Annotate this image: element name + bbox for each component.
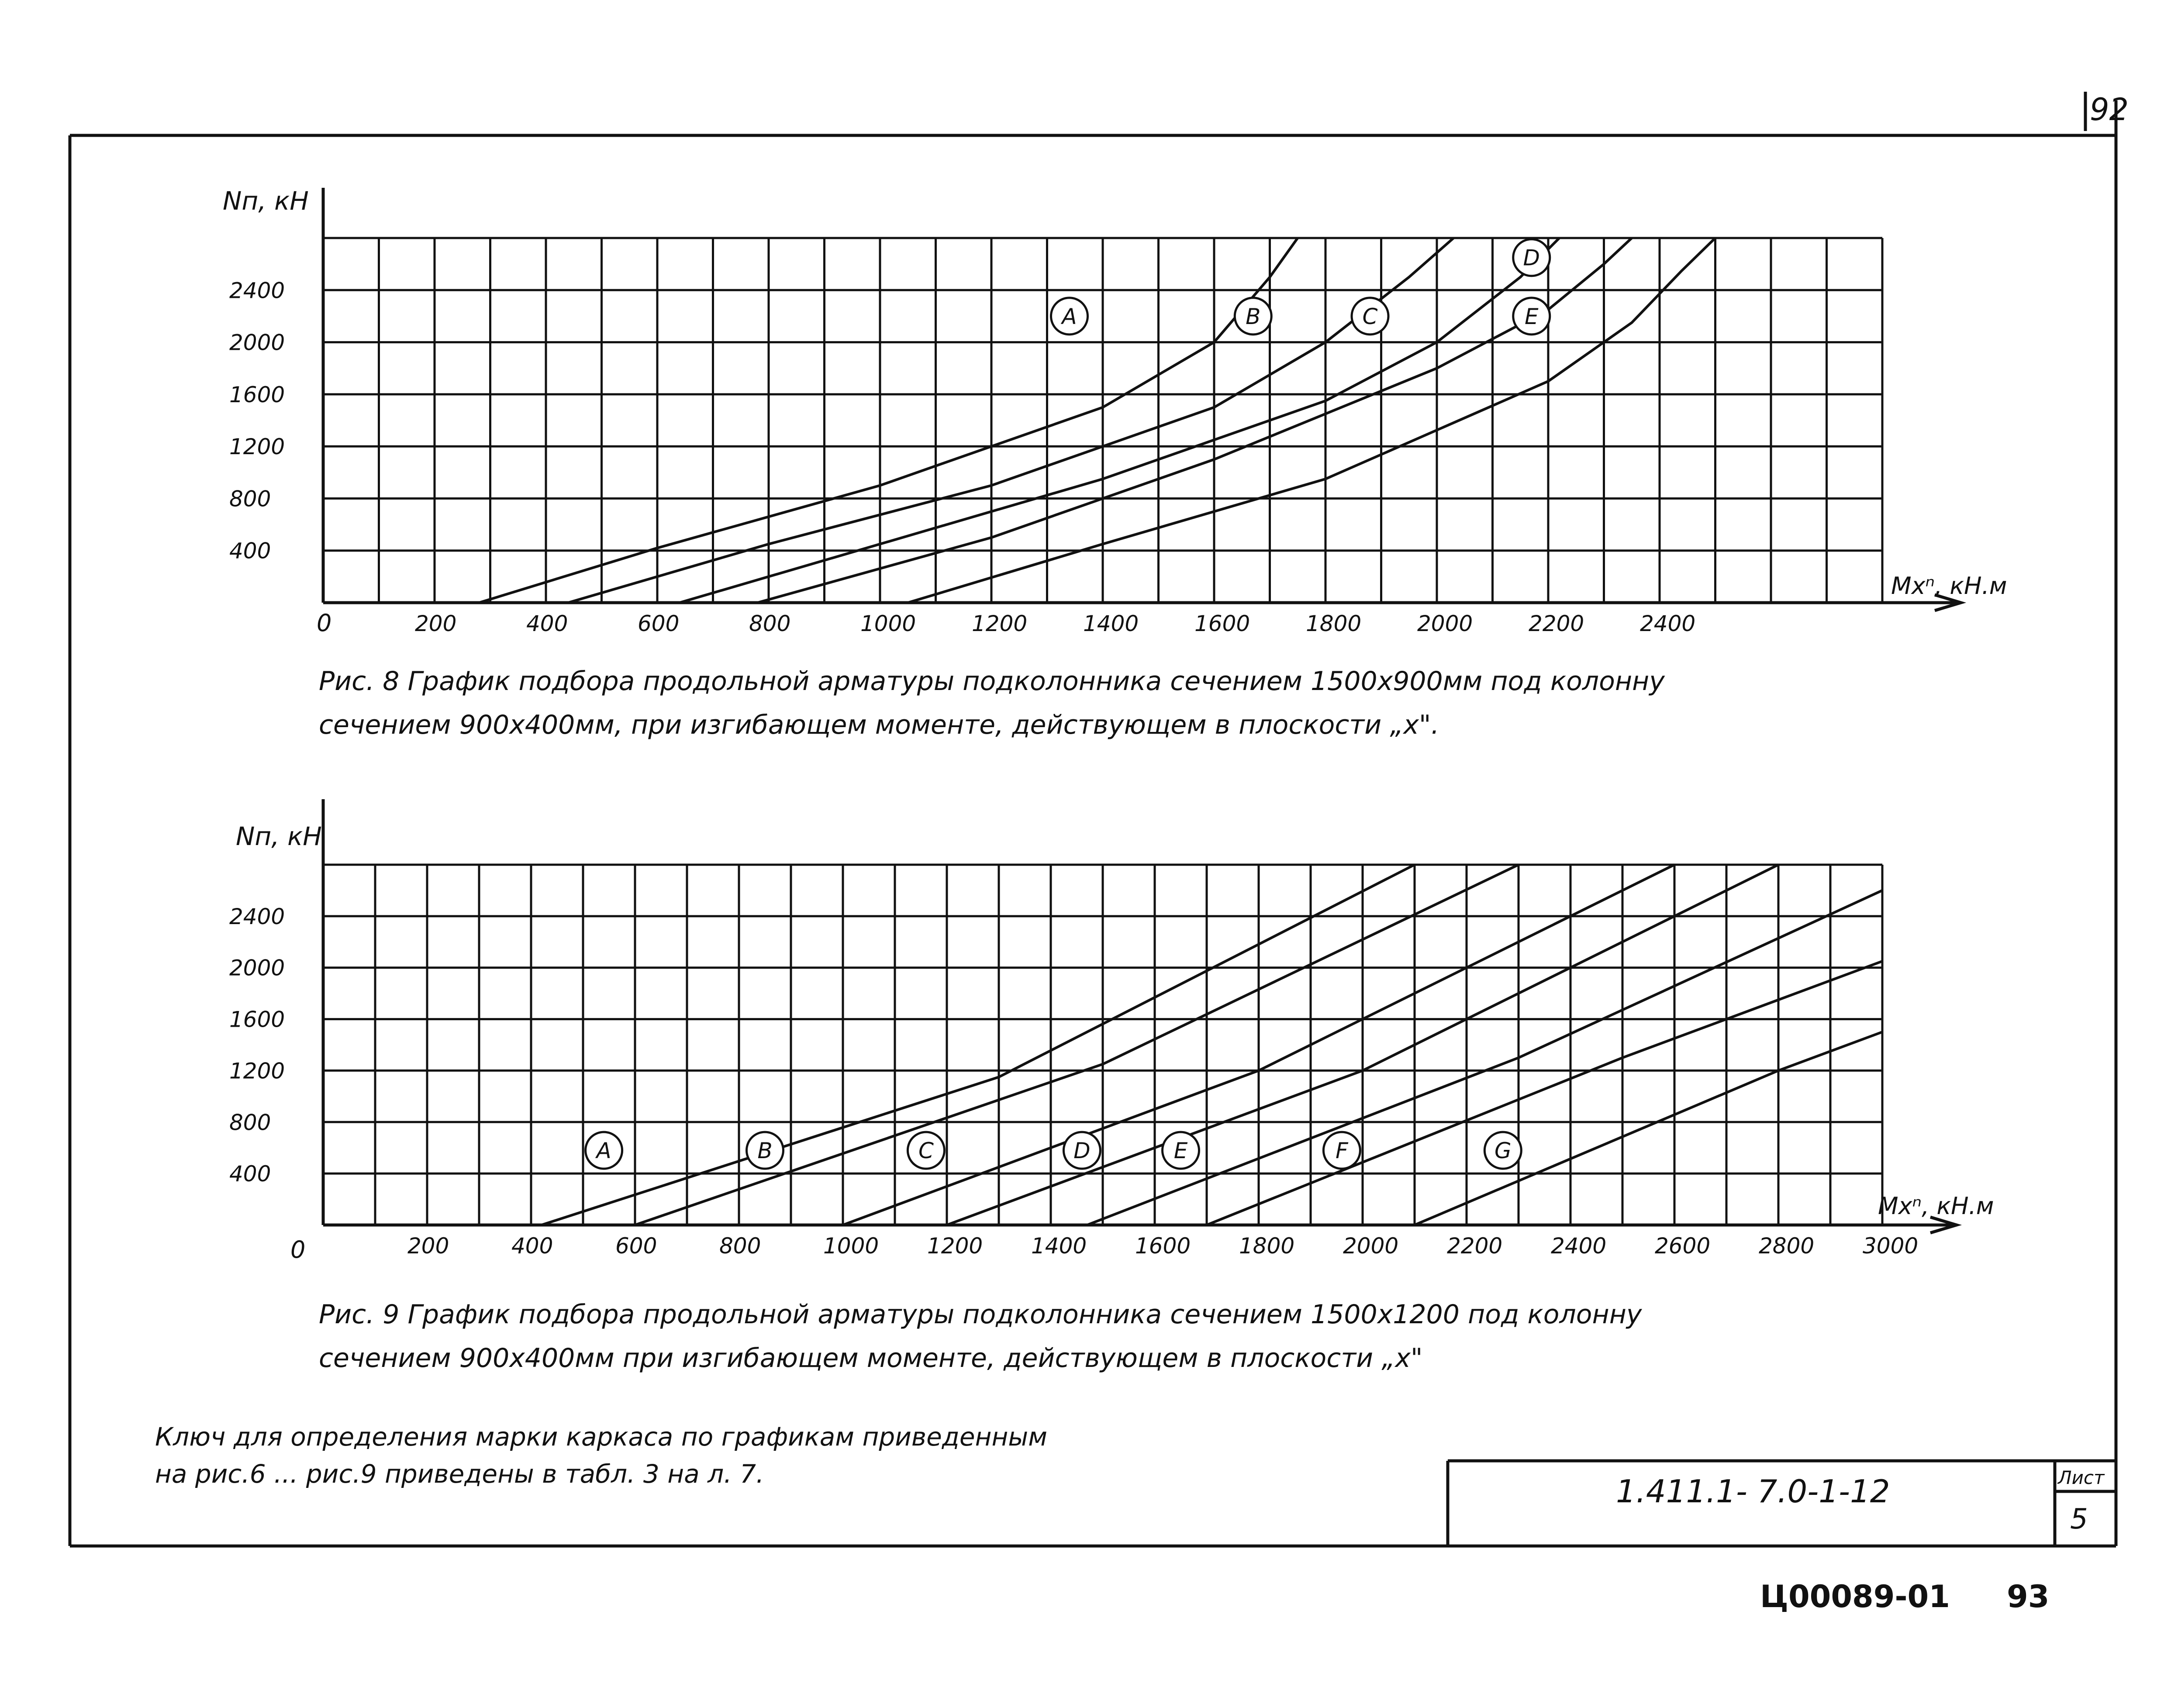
chart-2-x-tick-label: 1200 xyxy=(927,1233,983,1259)
chart-2-series-F xyxy=(1207,961,1882,1225)
chart-2-series-label-F: F xyxy=(1336,1138,1348,1164)
chart-1-series-label-В: В xyxy=(1246,304,1261,329)
sheet-list-number: 5 xyxy=(2070,1503,2088,1535)
chart-2-x-tick-label: 1000 xyxy=(823,1233,879,1259)
chart-2-series-В xyxy=(635,865,1519,1225)
chart-1-series-label-С: С xyxy=(1362,304,1378,329)
chart-1-x-tick-label: 1000 xyxy=(860,611,916,636)
chart-2-x-tick-label: 400 xyxy=(511,1233,553,1259)
chart-2-series-label-А: А xyxy=(596,1138,611,1164)
chart-2-y-tick-label: 2000 xyxy=(229,955,285,981)
chart-2-y-tick-label: 400 xyxy=(229,1161,271,1187)
page-number: 93 xyxy=(2007,1579,2050,1615)
chart-1-x-tick-label: 200 xyxy=(415,611,457,636)
chart-1-curves xyxy=(479,238,1715,603)
chart-1-caption-line-2: сечением 900х400мм, при изгибающем моменте, действующем в плоскости „х". xyxy=(319,710,1439,740)
chart-2-grid xyxy=(323,799,1957,1233)
chart-1-x-axis-label: Mxⁿ, кН.м xyxy=(1891,572,2007,600)
chart-2-x-tick-label: 1800 xyxy=(1239,1233,1295,1259)
chart-1-y-axis-label: Nп, кН xyxy=(223,186,309,216)
chart-2-y-axis-label: Nп, кН xyxy=(236,821,322,851)
chart-1-series-В xyxy=(568,238,1453,603)
chart-1-x-tick-label: 2400 xyxy=(1640,611,1696,636)
chart-1-origin-label: 0 xyxy=(317,609,332,637)
chart-2-caption-line-1: Рис. 9 График подбора продольной арматуры подколонника сечением 1500х1200 под колонну xyxy=(319,1299,1642,1330)
chart-1-x-tick-label: 800 xyxy=(749,611,791,636)
chart-1-y-tick-label: 1200 xyxy=(229,434,285,460)
chart-2-x-tick-label: 1600 xyxy=(1135,1233,1191,1259)
chart-2-y-tick-label: 1600 xyxy=(229,1007,285,1032)
chart-1-grid xyxy=(323,188,1961,611)
chart-2-x-tick-label: 800 xyxy=(719,1233,761,1259)
chart-2-x-tick-label: 2600 xyxy=(1655,1233,1711,1259)
chart-2-x-tick-label: 2200 xyxy=(1447,1233,1503,1259)
chart-2-x-tick-label: 2800 xyxy=(1759,1233,1815,1259)
chart-2-y-tick-label: 800 xyxy=(229,1110,271,1135)
chart-2-y-tick-label: 2400 xyxy=(229,904,285,929)
corner-page-number: 92 xyxy=(2090,92,2129,128)
chart-1-series-label-Е: Е xyxy=(1524,304,1539,329)
chart-1-series-label-D: D xyxy=(1523,245,1540,271)
chart-1-y-tick-label: 800 xyxy=(229,486,271,512)
chart-2-series-label-G: G xyxy=(1494,1138,1512,1164)
chart-1-x-tick-label: 1400 xyxy=(1083,611,1139,636)
chart-2-series-label-В: В xyxy=(757,1138,773,1164)
chart-figure-8 xyxy=(223,186,2007,740)
chart-1-x-tick-label: 600 xyxy=(638,611,680,636)
chart-1-x-tick-label: 2200 xyxy=(1529,611,1584,636)
chart-1-caption-line-1: Рис. 8 График подбора продольной арматуры подколонника сечением 1500х900мм под колонну xyxy=(319,666,1665,697)
chart-1-y-tick-label: 2000 xyxy=(229,330,285,355)
chart-1-series-label-А: А xyxy=(1062,304,1077,329)
chart-1-y-tick-label: 1600 xyxy=(229,382,285,407)
chart-2-x-tick-label: 200 xyxy=(407,1233,449,1259)
chart-2-curves xyxy=(542,865,1882,1225)
chart-1-y-tick-label: 400 xyxy=(229,538,271,564)
chart-2-x-tick-label: 2000 xyxy=(1343,1233,1399,1259)
chart-2-series-label-С: С xyxy=(918,1138,934,1164)
chart-1-x-tick-label: 1600 xyxy=(1194,611,1250,636)
chart-1-series-С xyxy=(680,238,1560,603)
chart-2-x-tick-label: 600 xyxy=(615,1233,657,1259)
key-note-line-2: на рис.6 ... рис.9 приведены в табл. 3 на л. 7. xyxy=(155,1459,764,1489)
title-block xyxy=(1448,1461,2116,1546)
sheet-list-label: Лист xyxy=(2058,1467,2105,1488)
chart-1-x-tick-label: 1200 xyxy=(972,611,1028,636)
chart-1-x-tick-label: 2000 xyxy=(1417,611,1473,636)
chart-1-x-tick-label: 400 xyxy=(526,611,568,636)
chart-2-x-tick-label: 3000 xyxy=(1863,1233,1919,1259)
designation-code: 1.411.1- 7.0-1-12 xyxy=(1616,1473,1890,1510)
key-note-line-1: Ключ для определения марки каркаса по графикам приведенным xyxy=(155,1422,1047,1452)
chart-1-y-tick-label: 2400 xyxy=(229,278,285,304)
chart-figure-9 xyxy=(229,799,1994,1373)
chart-2-series-А xyxy=(542,865,1415,1225)
chart-1-x-tick-label: 1800 xyxy=(1306,611,1362,636)
chart-2-x-axis-label: Mxⁿ, кН.м xyxy=(1878,1192,1994,1220)
chart-2-caption-line-2: сечением 900х400мм при изгибающем моменте, действующем в плоскости „х" xyxy=(319,1343,1423,1373)
chart-2-origin-label: 0 xyxy=(290,1236,306,1263)
chart-2-series-G xyxy=(1415,1032,1882,1225)
chart-2-labels xyxy=(229,821,1994,1373)
chart-2-x-tick-label: 2400 xyxy=(1551,1233,1607,1259)
chart-2-series-label-D: D xyxy=(1073,1138,1091,1164)
archive-code: Ц00089-01 xyxy=(1760,1579,1950,1615)
chart-2-x-tick-label: 1400 xyxy=(1031,1233,1087,1259)
chart-2-y-tick-label: 1200 xyxy=(229,1058,285,1084)
chart-2-series-label-Е: Е xyxy=(1174,1138,1188,1164)
